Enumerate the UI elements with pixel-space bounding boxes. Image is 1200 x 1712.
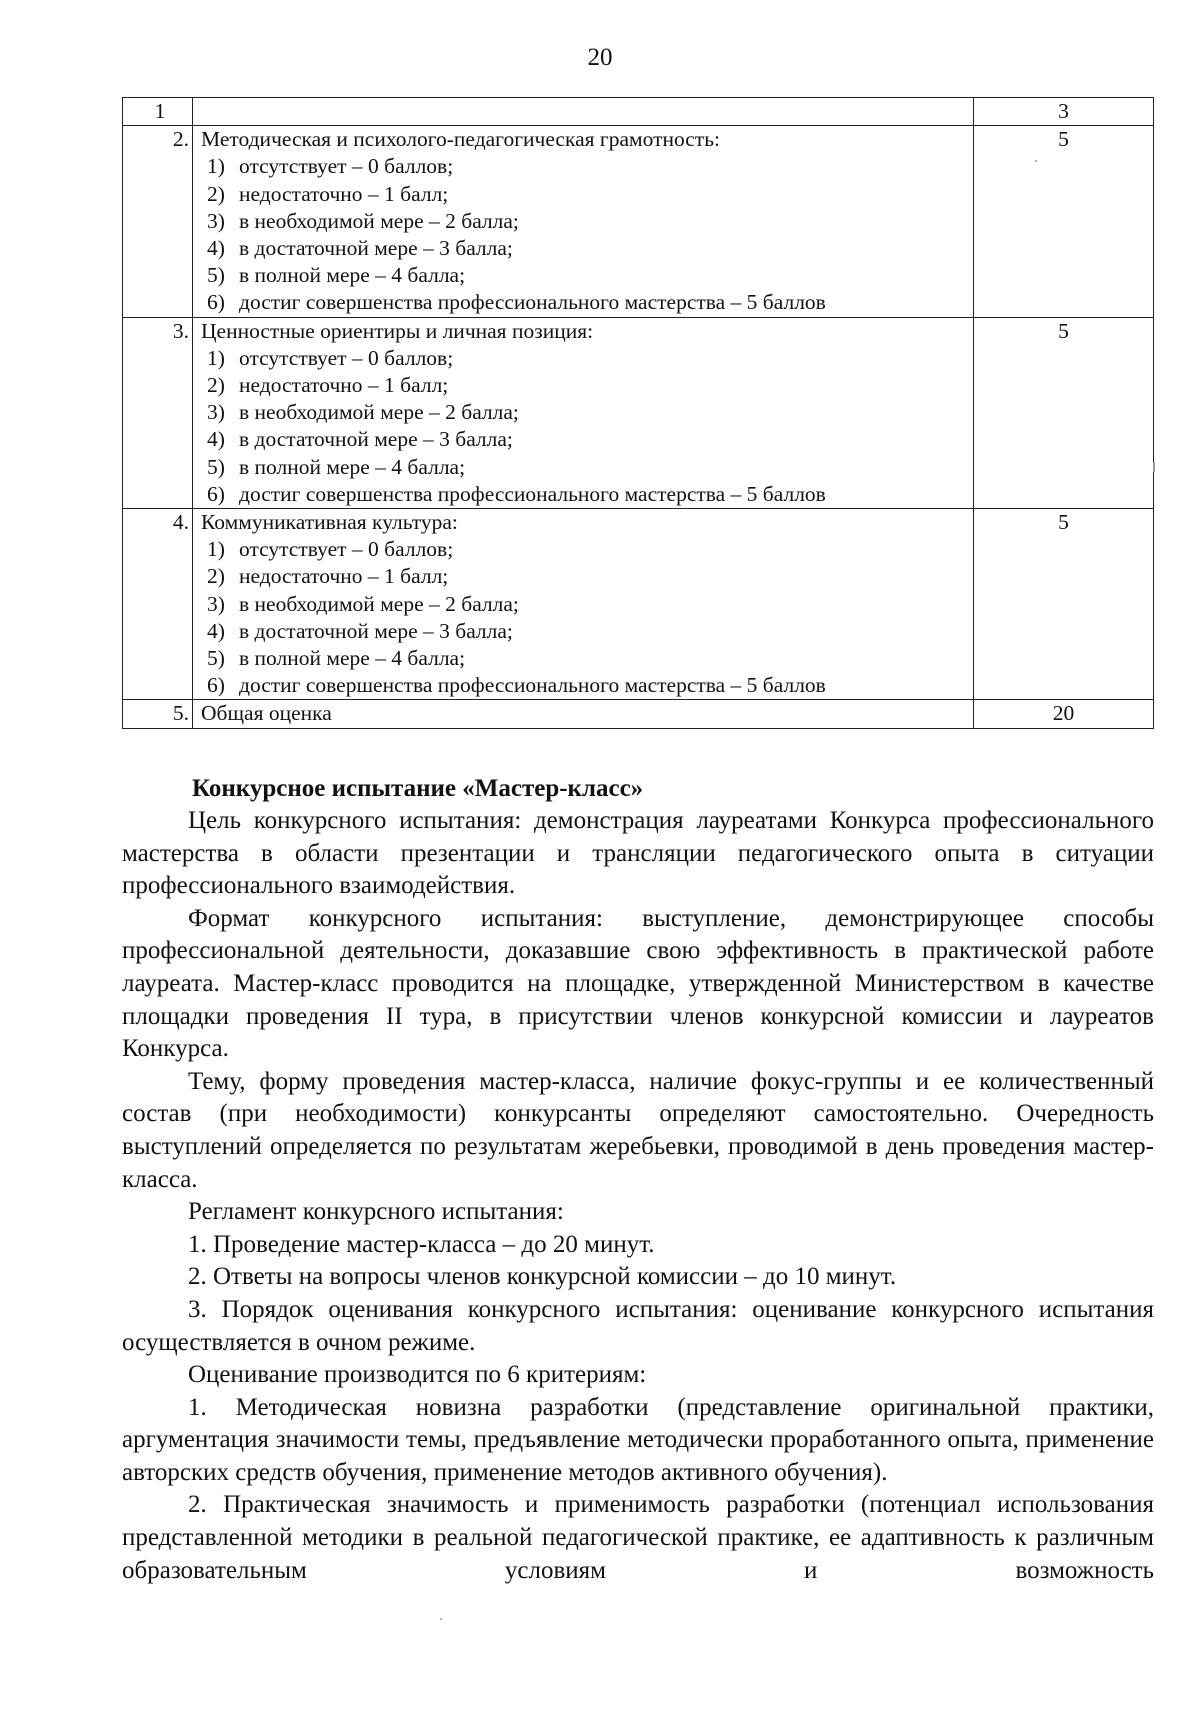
header-col-3: 3 [974,98,1154,126]
reglament-item: 2. Ответы на вопросы членов конкурсной комиссии – до 10 минут. [188,1263,897,1291]
row-number: 4. [123,509,193,700]
row-number: 5. [123,700,193,728]
total-label: Общая оценка [193,700,974,728]
theme-paragraph: Тему, форму проведения мастер-класса, наличие фокус-группы и ее количественный состав (при необходимости) конкурсанты определяют самостоятельно. Очередность выступлений определяется по результатам жеребьевки, проводимой в день проведения мастер-класса. [122,1067,1154,1193]
goal-paragraph: Цель конкурсного испытания: демонстрация лауреатами Конкурса профессионального мастерства в области презентации и трансляции педагогического опыта в ситуации профессионального взаимодействия. [122,807,1154,900]
header-col-2 [193,98,974,126]
option-item: 3) в необходимой мере – 2 балла; [207,591,519,616]
row-score: 5 [974,509,1154,700]
option-item: 6) достиг совершенства профессионального мастерства – 5 баллов [207,481,826,506]
scan-speck [440,1618,442,1620]
criterion-1-paragraph: 1. Методическая новизна разработки (представление оригинальной практики, аргументация значимости темы, предъявление методически проработанного опыта, применение авторских средств обучения, применение методов активного обучения). [122,1393,1154,1486]
option-item: 4) в достаточной мере – 3 балла; [207,236,513,261]
section-heading: Конкурсное испытание «Мастер-класс» [192,775,644,802]
criterion-title: Коммуникативная культура: [201,510,458,535]
table-row [123,126,1154,317]
criterion-title: Ценностные ориентиры и личная позиция: [201,318,594,343]
option-item: 6) достиг совершенства профессионального мастерства – 5 баллов [207,290,826,315]
page-number: 20 [587,44,613,71]
evaluation-order-paragraph: 3. Порядок оценивания конкурсного испытания: оценивание конкурсного испытания осуществляется в очном режиме. [122,1295,1154,1356]
option-item: 5) в полной мере – 4 балла; [207,646,466,671]
option-item: 3) в необходимой мере – 2 балла; [207,400,519,425]
option-item: 4) в достаточной мере – 3 балла; [207,427,513,452]
option-item: 3) в необходимой мере – 2 балла; [207,208,519,233]
row-score: 5 [974,126,1154,317]
scan-speck [1035,160,1037,162]
row-number: 2. [123,126,193,317]
table-total-row [123,700,1154,728]
criteria-table [122,97,1154,729]
option-item: 1) отсутствует – 0 баллов; [207,537,454,562]
criteria-title: Оценивание производится по 6 критериям: [188,1361,647,1389]
row-criterion [193,509,974,700]
option-item: 2) недостаточно – 1 балл; [207,181,449,206]
option-item: 5) в полной мере – 4 балла; [207,263,466,288]
scan-speck [1153,462,1155,472]
option-item: 1) отсутствует – 0 баллов; [207,154,454,179]
section-body [122,772,1154,1587]
reglament-item: 1. Проведение мастер-класса – до 20 минут. [188,1230,655,1258]
option-item: 5) в полной мере – 4 балла; [207,454,466,479]
option-item: 1) отсутствует – 0 баллов; [207,345,454,370]
option-item: 2) недостаточно – 1 балл; [207,373,449,398]
total-score: 20 [974,700,1154,728]
row-criterion [193,317,974,508]
option-item: 4) в достаточной мере – 3 балла; [207,618,513,643]
row-criterion [193,126,974,317]
format-paragraph: Формат конкурсного испытания: выступление, демонстрирующее способы профессиональной деятельности, доказавшие свою эффективность в практической работе лауреата. Мастер-класс проводится на площадке, утвержденной Министерством в качестве площадки проведения II тура, в присутствии членов конкурсной комиссии и лауреатов Конкурса. [122,904,1154,1063]
table-row [123,317,1154,508]
criterion-title: Методическая и психолого-педагогическая грамотность: [201,127,720,152]
option-item: 2) недостаточно – 1 балл; [207,564,449,589]
criterion-2-paragraph: 2. Практическая значимость и применимость разработки (потенциал использования представленной методики в реальной педагогической практике, ее адаптивность к различным образовательным условиям и возможность [122,1491,1154,1584]
header-col-1: 1 [123,98,193,126]
option-item: 6) достиг совершенства профессионального мастерства – 5 баллов [207,673,826,698]
row-number: 3. [123,317,193,508]
table-header-row [123,98,1154,126]
table-row [123,509,1154,700]
reglament-title: Регламент конкурсного испытания: [188,1198,564,1226]
row-score: 5 [974,317,1154,508]
